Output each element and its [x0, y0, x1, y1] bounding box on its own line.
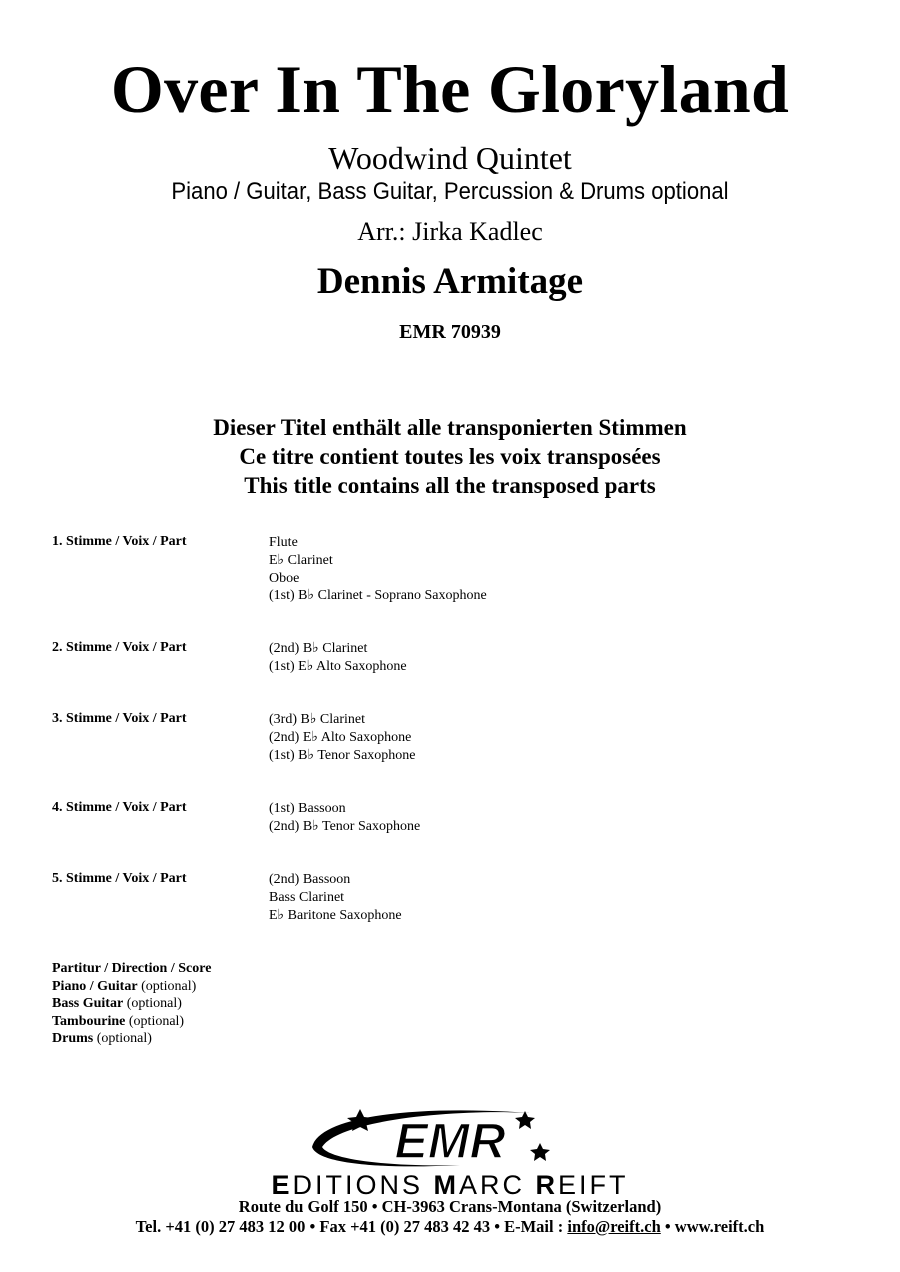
emr-logo	[300, 1103, 600, 1173]
email-link[interactable]: info@reift.ch	[567, 1217, 661, 1236]
part-instrument: (1st) E♭ Alto Saxophone	[269, 658, 407, 674]
extra-item-name: Tambourine	[52, 1013, 126, 1029]
contact-website: • www.reift.ch	[660, 1217, 765, 1236]
notice-german: Dieser Titel enthält alle transponierten Stimmen	[213, 415, 687, 440]
part-instrument: Bass Clarinet	[269, 889, 345, 905]
publisher-name-part: EIFT	[558, 1170, 629, 1200]
part-instrument: Oboe	[269, 570, 300, 586]
extra-item-name: Piano / Guitar	[52, 978, 138, 994]
extra-item-note: (optional)	[126, 996, 182, 1011]
part-label: 2. Stimme / Voix / Part	[52, 640, 187, 655]
publisher-name-part: R	[535, 1170, 559, 1200]
publisher-name-part: M	[433, 1170, 459, 1200]
part-instrument: (2nd) Bassoon	[269, 872, 351, 887]
part-instrument: E♭ Baritone Saxophone	[269, 907, 402, 923]
arranger-credit: Arr.: Jirka Kadlec	[357, 217, 543, 246]
extras-list	[52, 960, 211, 1048]
part-label: 1. Stimme / Voix / Part	[52, 534, 187, 549]
svg-text:EMR: EMR	[394, 1113, 506, 1169]
score-title: Over In The Gloryland	[110, 51, 790, 127]
publisher-address: Route du Golf 150 • CH-3963 Crans-Montana (Switzerland)	[238, 1197, 662, 1216]
part-instrument: (1st) B♭ Tenor Saxophone	[269, 747, 416, 763]
part-instrument: (1st) B♭ Clarinet - Soprano Saxophone	[269, 588, 487, 604]
extra-item-name: Partitur / Direction / Score	[52, 961, 212, 976]
publisher-name-part: E	[271, 1170, 293, 1200]
part-label: 5. Stimme / Voix / Part	[52, 871, 187, 886]
part-instrument: (2nd) E♭ Alto Saxophone	[269, 729, 412, 745]
notice-english: This title contains all the transposed parts	[244, 473, 656, 498]
notice-french: Ce titre contient toutes les voix transposées	[239, 444, 661, 469]
part-instrument: (2nd) B♭ Tenor Saxophone	[269, 818, 421, 834]
extra-item-name: Bass Guitar	[52, 996, 124, 1011]
part-instrument-list	[269, 534, 487, 605]
composer-name: Dennis Armitage	[316, 261, 584, 302]
extra-item-note: (optional)	[128, 1013, 185, 1029]
part-instrument-list	[269, 640, 407, 676]
catalog-number: EMR 70939	[399, 321, 501, 343]
extra-item	[52, 995, 211, 1013]
part-instrument-list	[269, 711, 416, 764]
extra-item-note: (optional)	[141, 978, 197, 994]
ensemble-subtitle: Woodwind Quintet	[328, 140, 572, 176]
extra-item	[52, 1013, 211, 1031]
part-instrument: Flute	[269, 535, 298, 550]
extra-item	[52, 960, 211, 978]
publisher-name-part: DITIONS	[292, 1170, 434, 1200]
publisher-name-part: ARC	[459, 1170, 536, 1200]
part-instrument: E♭ Clarinet	[269, 552, 333, 568]
extra-item	[52, 978, 211, 996]
optional-instruments-line: Piano / Guitar, Bass Guitar, Percussion & Drums optional	[171, 178, 729, 205]
part-instrument: (2nd) B♭ Clarinet	[269, 641, 368, 656]
part-label: 4. Stimme / Voix / Part	[52, 800, 187, 815]
contact-phone-fax: Tel. +41 (0) 27 483 12 00 • Fax +41 (0) 27 483 42 43 • E-Mail :	[135, 1217, 568, 1236]
extra-item-note: (optional)	[96, 1031, 152, 1046]
part-instrument-list	[269, 871, 402, 924]
part-label: 3. Stimme / Voix / Part	[52, 711, 187, 726]
part-instrument-list	[269, 800, 420, 836]
publisher-contact	[0, 1217, 900, 1237]
part-instrument: (1st) Bassoon	[269, 801, 346, 816]
extra-item-name: Drums	[52, 1031, 94, 1046]
extra-item	[52, 1030, 211, 1048]
part-instrument: (3rd) B♭ Clarinet	[269, 712, 366, 727]
